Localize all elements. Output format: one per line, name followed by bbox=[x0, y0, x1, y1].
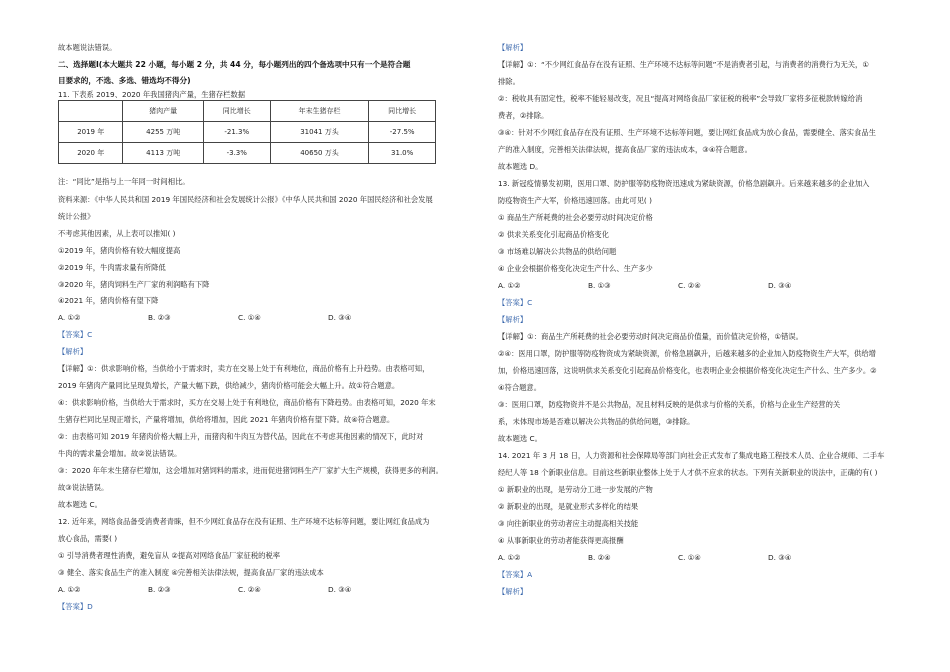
explanation-line: 生猪存栏同比呈现正增长，产量将增加，供给将增加，因此 2021 年猪肉价格有望下降。故④符合题意。 bbox=[58, 415, 395, 424]
question-14-stem: 14. 2021 年 3 月 18 日，人力资源和社会保障局等部门向社会正式发布了集成电路工程技术人员、企业合规师、二手车 bbox=[498, 451, 885, 460]
table-header: 同比增长 bbox=[203, 101, 270, 122]
explanation-line: 【详解】①：商品生产所耗费的社会必要劳动时间决定商品价值量，而价值决定价格，①错误。 bbox=[498, 332, 803, 341]
table-header: 年末生猪存栏 bbox=[270, 101, 369, 122]
option-d: D. ③④ bbox=[768, 281, 792, 290]
option-b: B. ②④ bbox=[588, 553, 611, 562]
explanation-line: 加，价格迅速回落，这说明供求关系变化引起商品价格变化，也表明企业会根据价格变化决定生产什么、生产多少。② bbox=[498, 366, 877, 375]
q12-options bbox=[58, 585, 418, 595]
question-prompt: 不考虑其他因素，从上表可以推知( ) bbox=[58, 229, 176, 238]
explanation-line: 费者，②排除。 bbox=[498, 111, 549, 120]
analysis-tag: 【解析】 bbox=[498, 315, 528, 324]
table-cell: 4113 万吨 bbox=[123, 143, 204, 164]
table-note: 注：“同比”是指与上一年同一时间相比。 bbox=[58, 177, 190, 186]
answer-tag: 【答案】C bbox=[498, 298, 533, 307]
source-line: 统计公报》 bbox=[58, 212, 95, 221]
option-b: B. ①③ bbox=[588, 281, 611, 290]
explanation-line: 排除。 bbox=[498, 77, 520, 86]
table-header-row bbox=[59, 101, 436, 122]
table-cell: 2019 年 bbox=[59, 122, 123, 143]
choice-item: ④ 从事新职业的劳动者能获得更高报酬 bbox=[498, 536, 624, 545]
explanation-line: ③：医用口罩，防疫物资并不是公共物品，况且材料反映的是供求与价格的关系，价格与企业生产经营的关 bbox=[498, 400, 841, 409]
choice-item: ③ 市场难以解决公共物品的供给问题 bbox=[498, 247, 617, 256]
option-c: C. ①④ bbox=[678, 553, 701, 562]
conclusion-line: 故本题选 D。 bbox=[498, 162, 543, 171]
explanation-line: ④：供求影响价格，当供给大于需求时，买方在交易上处于有利地位，商品价格有下降趋势。由表格可知，2020 年末 bbox=[58, 398, 436, 407]
option-a: A. ①② bbox=[498, 281, 521, 290]
explanation-line: 系，未体现市场是否难以解决公共物品的供给问题，③排除。 bbox=[498, 417, 695, 426]
table-row bbox=[59, 122, 436, 143]
q11-options bbox=[58, 313, 418, 323]
table-cell: -3.3% bbox=[203, 143, 270, 164]
explanation-line: ③：2020 年年末生猪存栏增加，这会增加对猪饲料的需求，进而促进猪饲料生产厂家扩大生产规模，获得更多的利润。 bbox=[58, 466, 443, 475]
answer-tag: 【答案】D bbox=[58, 602, 93, 611]
option-d: D. ③④ bbox=[328, 313, 352, 322]
question-12-stem: 放心食品，需要( ) bbox=[58, 534, 118, 543]
option-d: D. ③④ bbox=[768, 553, 792, 562]
choice-item: ③2020 年，猪肉饲料生产厂家的利润略有下降 bbox=[58, 280, 210, 289]
table-cell: -27.5% bbox=[369, 122, 436, 143]
table-cell: 31041 万头 bbox=[270, 122, 369, 143]
text-line: 故本题说法错误。 bbox=[58, 43, 117, 52]
table-cell: 2020 年 bbox=[59, 143, 123, 164]
analysis-tag: 【解析】 bbox=[58, 347, 88, 356]
pork-data-table bbox=[58, 100, 436, 164]
explanation-line: ④符合题意。 bbox=[498, 383, 542, 392]
question-13-stem: 13. 新冠疫情暴发初期，医用口罩、防护服等防疫物资迅速成为紧缺资源，价格急剧飙升。后来越来越多的企业加入 bbox=[498, 179, 870, 188]
choice-item: ①2019 年，猪肉价格有较大幅度提高 bbox=[58, 246, 181, 255]
explanation-line: 故③说法错误。 bbox=[58, 483, 109, 492]
explanation-line: 牛肉的需求量会增加。故②说法错误。 bbox=[58, 449, 182, 458]
option-b: B. ②③ bbox=[148, 313, 171, 322]
table-cell: 31.0% bbox=[369, 143, 436, 164]
table-row bbox=[59, 143, 436, 164]
table-cell: -21.3% bbox=[203, 122, 270, 143]
analysis-tag: 【解析】 bbox=[498, 43, 528, 52]
choice-item: ②2019 年，牛肉需求量有所降低 bbox=[58, 263, 166, 272]
q13-options bbox=[498, 281, 858, 291]
q14-options bbox=[498, 553, 858, 563]
choice-item: ④ 企业会根据价格变化决定生产什么、生产多少 bbox=[498, 264, 653, 273]
explanation-line: 2019 年猪肉产量同比呈现负增长，产量大幅下跌，供给减少，猪肉价格可能会大幅上升。故①符合题意。 bbox=[58, 381, 400, 390]
table-header bbox=[59, 101, 123, 122]
table-header: 猪肉产量 bbox=[123, 101, 204, 122]
question-11-stem: 11. 下表系 2019、2020 年我国猪肉产量，生猪存栏数据 bbox=[58, 90, 246, 99]
table-cell: 4255 万吨 bbox=[123, 122, 204, 143]
choice-item: ① 商品生产所耗费的社会必要劳动时间决定价格 bbox=[498, 213, 653, 222]
table-cell: 40650 万头 bbox=[270, 143, 369, 164]
section-heading: 目要求的，不选、多选、错选均不得分) bbox=[58, 76, 191, 85]
choice-item: ① 新职业的出现，是劳动分工进一步发展的产物 bbox=[498, 485, 653, 494]
choice-item: ① 引导消费者理性消费，避免盲从 ②提高对网络食品厂家征税的税率 bbox=[58, 551, 281, 560]
option-c: C. ②④ bbox=[238, 585, 261, 594]
choice-item: ② 供求关系变化引起商品价格变化 bbox=[498, 230, 610, 239]
option-b: B. ②③ bbox=[148, 585, 171, 594]
option-c: C. ②④ bbox=[678, 281, 701, 290]
option-c: C. ①④ bbox=[238, 313, 261, 322]
explanation-line: 【详解】①：“不少网红食品存在没有证照、生产环境不达标等问题”不是消费者引起，与消费者的消费行为无关，① bbox=[498, 60, 869, 69]
analysis-tag: 【解析】 bbox=[498, 587, 528, 596]
question-12-stem: 12. 近年来，网络食品备受消费者青睐，但不少网红食品存在没有证照、生产环境不达标等问题，要让网红食品成为 bbox=[58, 517, 430, 526]
answer-tag: 【答案】C bbox=[58, 330, 93, 339]
choice-item: ③ 向往新职业的劳动者应主动提高相关技能 bbox=[498, 519, 639, 528]
explanation-line: 【详解】①：供求影响价格，当供给小于需求时，卖方在交易上处于有利地位，商品价格有上升趋势。由表格可知， bbox=[58, 364, 430, 373]
explanation-line: ②④：医用口罩，防护服等防疫物资成为紧缺资源，价格急剧飙升，后越来越多的企业加入防疫物资生产大军，供给增 bbox=[498, 349, 876, 358]
explanation-line: 产的准入制度，完善相关法律法规，提高食品厂家的违法成本，③④符合题意。 bbox=[498, 145, 752, 154]
option-a: A. ①② bbox=[58, 313, 81, 322]
choice-item: ② 新职业的出现，是就业形式多样化的结果 bbox=[498, 502, 639, 511]
conclusion-line: 故本题选 C。 bbox=[498, 434, 542, 443]
choice-item: ③ 健全、落实食品生产的准入制度 ④完善相关法律法规，提高食品厂家的违法成本 bbox=[58, 568, 324, 577]
source-line: 资料来源：《中华人民共和国 2019 年国民经济和社会发展统计公报》《中华人民共和国 2020 年国民经济和社会发展 bbox=[58, 195, 433, 204]
question-13-stem: 防疫物资生产大军，价格迅速回落。由此可见( ) bbox=[498, 196, 652, 205]
option-a: A. ①② bbox=[498, 553, 521, 562]
answer-tag: 【答案】A bbox=[498, 570, 533, 579]
explanation-line: ③④：针对不少网红食品存在没有证照、生产环境不达标等问题，要让网红食品成为放心食品，需要健全、落实食品生 bbox=[498, 128, 876, 137]
conclusion-line: 故本题选 C。 bbox=[58, 500, 102, 509]
table-header: 同比增长 bbox=[369, 101, 436, 122]
choice-item: ④2021 年，猪肉价格有望下降 bbox=[58, 296, 159, 305]
question-14-stem: 经纪人等 18 个新职业信息。目前这些新职业整体上处于人才供不应求的状态。下列有关新职业的说法中，正确的有( ) bbox=[498, 468, 878, 477]
explanation-line: ②：由表格可知 2019 年猪肉价格大幅上升，而猪肉和牛肉互为替代品，因此在不考虑其他因素的情况下，此时对 bbox=[58, 432, 424, 441]
section-heading: 二、选择题Ⅰ(本大题共 22 小题，每小题 2 分，共 44 分，每小题列出的四个备选项中只有一个是符合题 bbox=[58, 60, 411, 69]
explanation-line: ②：税收具有固定性，税率不能轻易改变，况且“提高对网络食品厂家征税的税率”会导致厂家将多征税款转嫁给消 bbox=[498, 94, 863, 103]
option-d: D. ③④ bbox=[328, 585, 352, 594]
option-a: A. ①② bbox=[58, 585, 81, 594]
